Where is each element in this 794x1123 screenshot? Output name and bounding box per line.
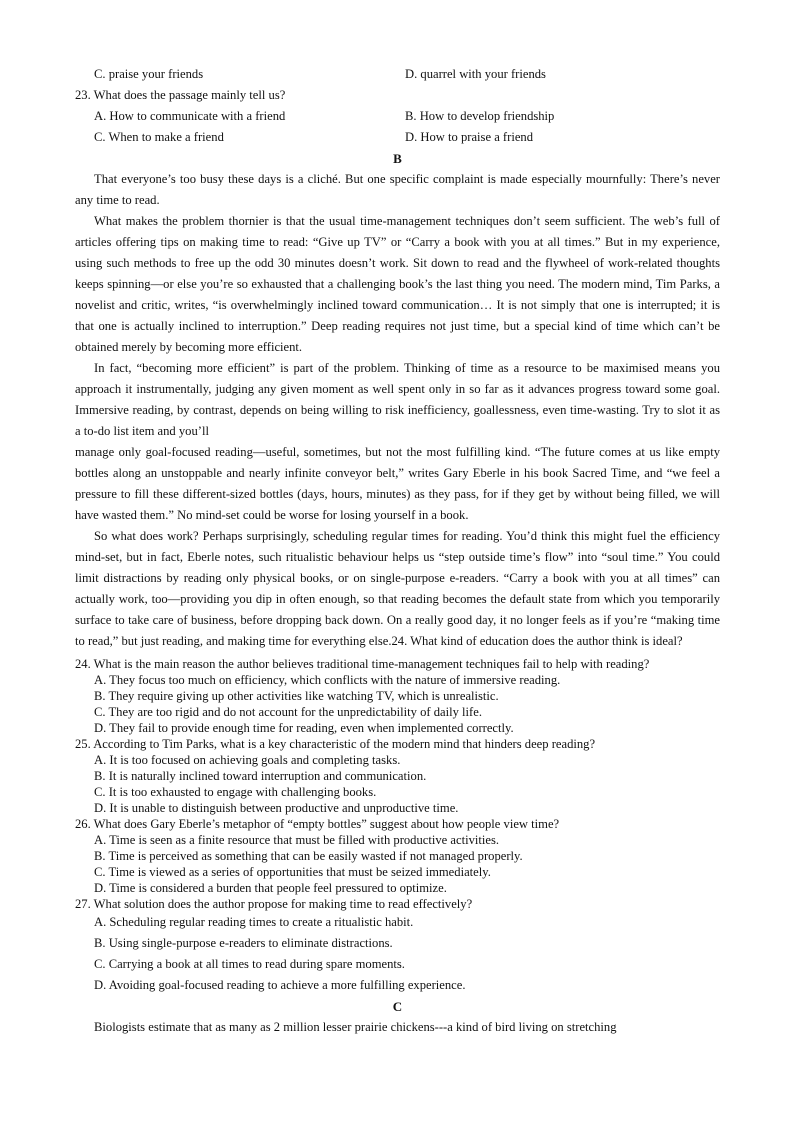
q25-option-a[interactable]: A. It is too focused on achieving goals and completing tasks. [94, 753, 401, 767]
q25-option-b[interactable]: B. It is naturally inclined toward interruption and communication. [94, 769, 427, 783]
exam-page [75, 64, 720, 1038]
q23-option-b[interactable]: B. How to develop friendship [405, 109, 555, 123]
q23-option-c[interactable]: C. When to make a friend [94, 130, 224, 144]
q26-option-c[interactable]: C. Time is viewed as a series of opportunities that must be seized immediately. [94, 865, 491, 879]
q23-option-d[interactable]: D. How to praise a friend [405, 130, 533, 144]
passage-c-paragraph: Biologists estimate that as many as 2 million lesser prairie chickens---a kind of bird living on stretching [94, 1020, 617, 1034]
q22-option-d[interactable]: D. quarrel with your friends [405, 67, 546, 81]
passage-b-paragraph: In fact, “becoming more efficient” is part of the problem. Thinking of time as a resource to be maximised means you approach it instrumentally, judging any given moment as well spent only in so far as it advances progress toward some goal. Immersive reading, by contrast, depends on being willing to risk inefficiency, goallessness, even time-wasting. Try to slot it as a to-do list item and you’ll [75, 361, 720, 438]
q24-stem: 24. What is the main reason the author believes traditional time-management techniques fail to help with reading? [75, 657, 650, 671]
q26-option-d[interactable]: D. Time is considered a burden that people feel pressured to optimize. [94, 881, 447, 895]
q27-option-b[interactable]: B. Using single-purpose e-readers to eliminate distractions. [94, 936, 393, 950]
q24-option-a[interactable]: A. They focus too much on efficiency, which conflicts with the nature of immersive reading. [94, 673, 561, 687]
q22-options-cd [75, 64, 720, 85]
q27-option-a[interactable]: A. Scheduling regular reading times to create a ritualistic habit. [94, 915, 414, 929]
passage-b-paragraph: So what does work? Perhaps surprisingly, scheduling regular times for reading. You’d think this might fuel the efficiency mind-set, but in fact, Eberle notes, such ritualistic behaviour helps us “step outside time’s flow” into “soul time.” You could limit distractions by reading only physical books, or on single-purpose e-readers. “Carry a book with you at all times” can actually work, too—providing you dip in often enough, so that reading becomes the default state from which you temporarily surface to take care of business, before dropping back down. On a really good day, it no longer feels as if you’re “making time to read,” but just reading, and making time for everything else.24. What kind of education does the author think is ideal? [75, 529, 720, 648]
q27-stem: 27. What solution does the author propose for making time to read effectively? [75, 897, 473, 911]
q25-option-d[interactable]: D. It is unable to distinguish between productive and unproductive time. [94, 801, 459, 815]
q25-option-c[interactable]: C. It is too exhausted to engage with challenging books. [94, 785, 377, 799]
q26-option-a[interactable]: A. Time is seen as a finite resource that must be filled with productive activities. [94, 833, 500, 847]
passage-b-paragraph: What makes the problem thornier is that the usual time-management techniques don’t seem sufficient. The web’s full of articles offering tips on making time to read: “Give up TV” or “Carry a book with you at all times.” But in my experience, using such methods to free up the odd 30 minutes doesn’t work. Sit down to read and the flywheel of work-related thoughts keeps spinning—or else you’re so exhausted that a challenging book’s the last thing you need. The modern mind, Tim Parks, a novelist and critic, writes, “is overwhelmingly inclined toward communication… It is not simply that one is interrupted; it is that one is actually inclined to interruption.” Deep reading requires not just time, but a special kind of time which can’t be obtained merely by becoming more efficient. [75, 214, 720, 354]
q26-option-b[interactable]: B. Time is perceived as something that can be easily wasted if not managed properly. [94, 849, 523, 863]
q27-option-d[interactable]: D. Avoiding goal-focused reading to achieve a more fulfilling experience. [94, 978, 466, 992]
q26-stem: 26. What does Gary Eberle’s metaphor of “empty bottles” suggest about how people view time? [75, 817, 560, 831]
passage-b-paragraph: That everyone’s too busy these days is a cliché. But one specific complaint is made especially mournfully: There’s never any time to read. [75, 172, 720, 207]
q22-option-c[interactable]: C. praise your friends [94, 67, 204, 81]
section-b-heading: B [393, 151, 402, 166]
q23-stem: 23. What does the passage mainly tell us? [75, 88, 286, 102]
q25-stem: 25. According to Tim Parks, what is a key characteristic of the modern mind that hinders deep reading? [75, 737, 596, 751]
section-c-heading: C [392, 999, 403, 1014]
q23-option-a[interactable]: A. How to communicate with a friend [94, 109, 286, 123]
q27-option-c[interactable]: C. Carrying a book at all times to read during spare moments. [94, 957, 405, 971]
q23-options-ab [75, 106, 720, 127]
q24-option-c[interactable]: C. They are too rigid and do not account for the unpredictability of daily life. [94, 705, 482, 719]
q24-option-d[interactable]: D. They fail to provide enough time for reading, even when implemented correctly. [94, 721, 514, 735]
q24-option-b[interactable]: B. They require giving up other activities like watching TV, which is unrealistic. [94, 689, 499, 703]
q23-options-cd [75, 127, 720, 148]
passage-b-paragraph: manage only goal-focused reading—useful, sometimes, but not the most fulfilling kind. “The future comes at us like empty bottles along an unstoppable and nearly infinite conveyor belt,” writes Gary Eberle in his book Sacred Time, and “we feel a pressure to fill these different-sized bottles (days, hours, minutes) as they pass, for if they get by without being filled, we will have wasted them.” No mind-set could be worse for losing yourself in a book. [75, 445, 720, 522]
